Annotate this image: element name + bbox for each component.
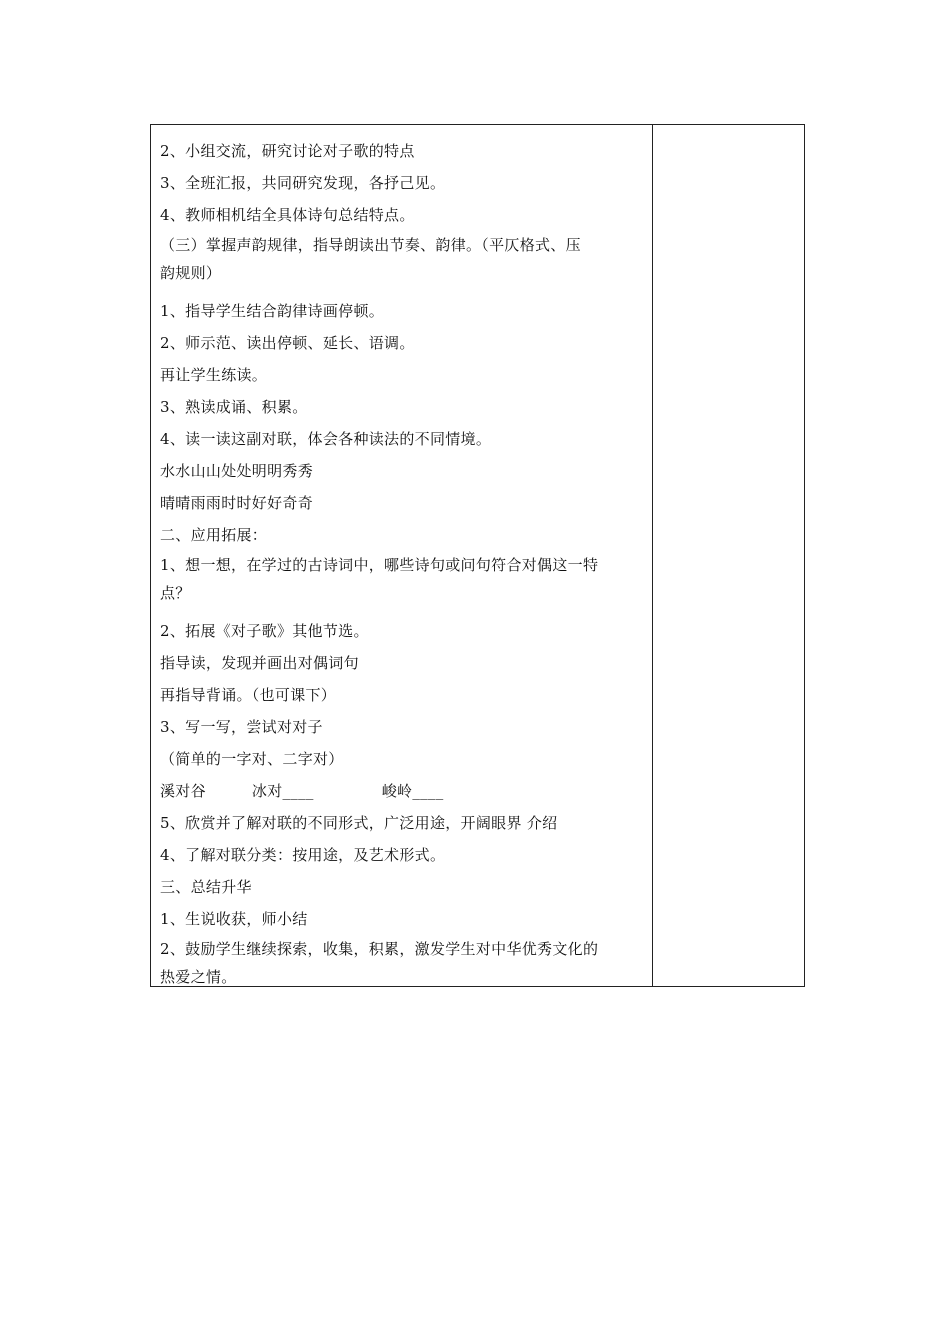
text-line: 韵规则） bbox=[160, 264, 222, 282]
lesson-content-cell bbox=[151, 125, 653, 986]
text-line: 5、欣赏并了解对联的不同形式，广泛用途，开阔眼界 介绍 bbox=[160, 814, 558, 832]
exercise-item-b: 冰对____ bbox=[251, 782, 314, 800]
text-line: 2、拓展《对子歌》其他节选。 bbox=[160, 622, 369, 640]
text-line: 2、小组交流，研究讨论对子歌的特点 bbox=[160, 142, 415, 160]
text-line: 4、了解对联分类：按用途，及艺术形式。 bbox=[160, 846, 446, 864]
exercise-item-a: 溪对谷 bbox=[160, 782, 206, 800]
text-line: 指导读，发现并画出对偶词句 bbox=[160, 654, 359, 672]
exercise-item-c: 峻岭____ bbox=[381, 782, 444, 800]
text-line: 1、生说收获，师小结 bbox=[160, 910, 308, 928]
text-line: 1、想一想，在学过的古诗词中，哪些诗句或问句符合对偶这一特 bbox=[160, 556, 599, 574]
text-line: 再指导背诵。（也可课下） bbox=[160, 686, 337, 704]
text-line: 晴晴雨雨时时好好奇奇 bbox=[160, 494, 314, 512]
exercise-line bbox=[160, 775, 644, 807]
section-heading: 二、应用拓展： bbox=[160, 526, 268, 544]
lesson-table bbox=[150, 124, 805, 987]
text-line: 点？ bbox=[160, 584, 191, 602]
text-line: 再让学生练读。 bbox=[160, 366, 268, 384]
text-line: 2、师示范、读出停顿、延长、语调。 bbox=[160, 334, 415, 352]
text-line: 4、读一读这副对联，体会各种读法的不同情境。 bbox=[160, 430, 492, 448]
notes-cell bbox=[653, 125, 804, 986]
text-line: 水水山山处处明明秀秀 bbox=[160, 462, 314, 480]
text-line: 热爱之情。 bbox=[160, 968, 237, 986]
section-heading: 三、总结升华 bbox=[160, 878, 252, 896]
text-line: 1、指导学生结合韵律诗画停顿。 bbox=[160, 302, 385, 320]
text-line: 3、熟读成诵、积累。 bbox=[160, 398, 308, 416]
text-line: （三）掌握声韵规律，指导朗读出节奏、韵律。（平仄格式、压 bbox=[160, 236, 581, 254]
text-line: 4、教师相机结全具体诗句总结特点。 bbox=[160, 206, 415, 224]
text-line: （简单的一字对、二字对） bbox=[160, 750, 344, 768]
text-line: 2、鼓励学生继续探索，收集，积累，激发学生对中华优秀文化的 bbox=[160, 940, 599, 958]
text-line: 3、全班汇报，共同研究发现，各抒己见。 bbox=[160, 174, 446, 192]
text-line: 3、写一写，尝试对对子 bbox=[160, 718, 323, 736]
